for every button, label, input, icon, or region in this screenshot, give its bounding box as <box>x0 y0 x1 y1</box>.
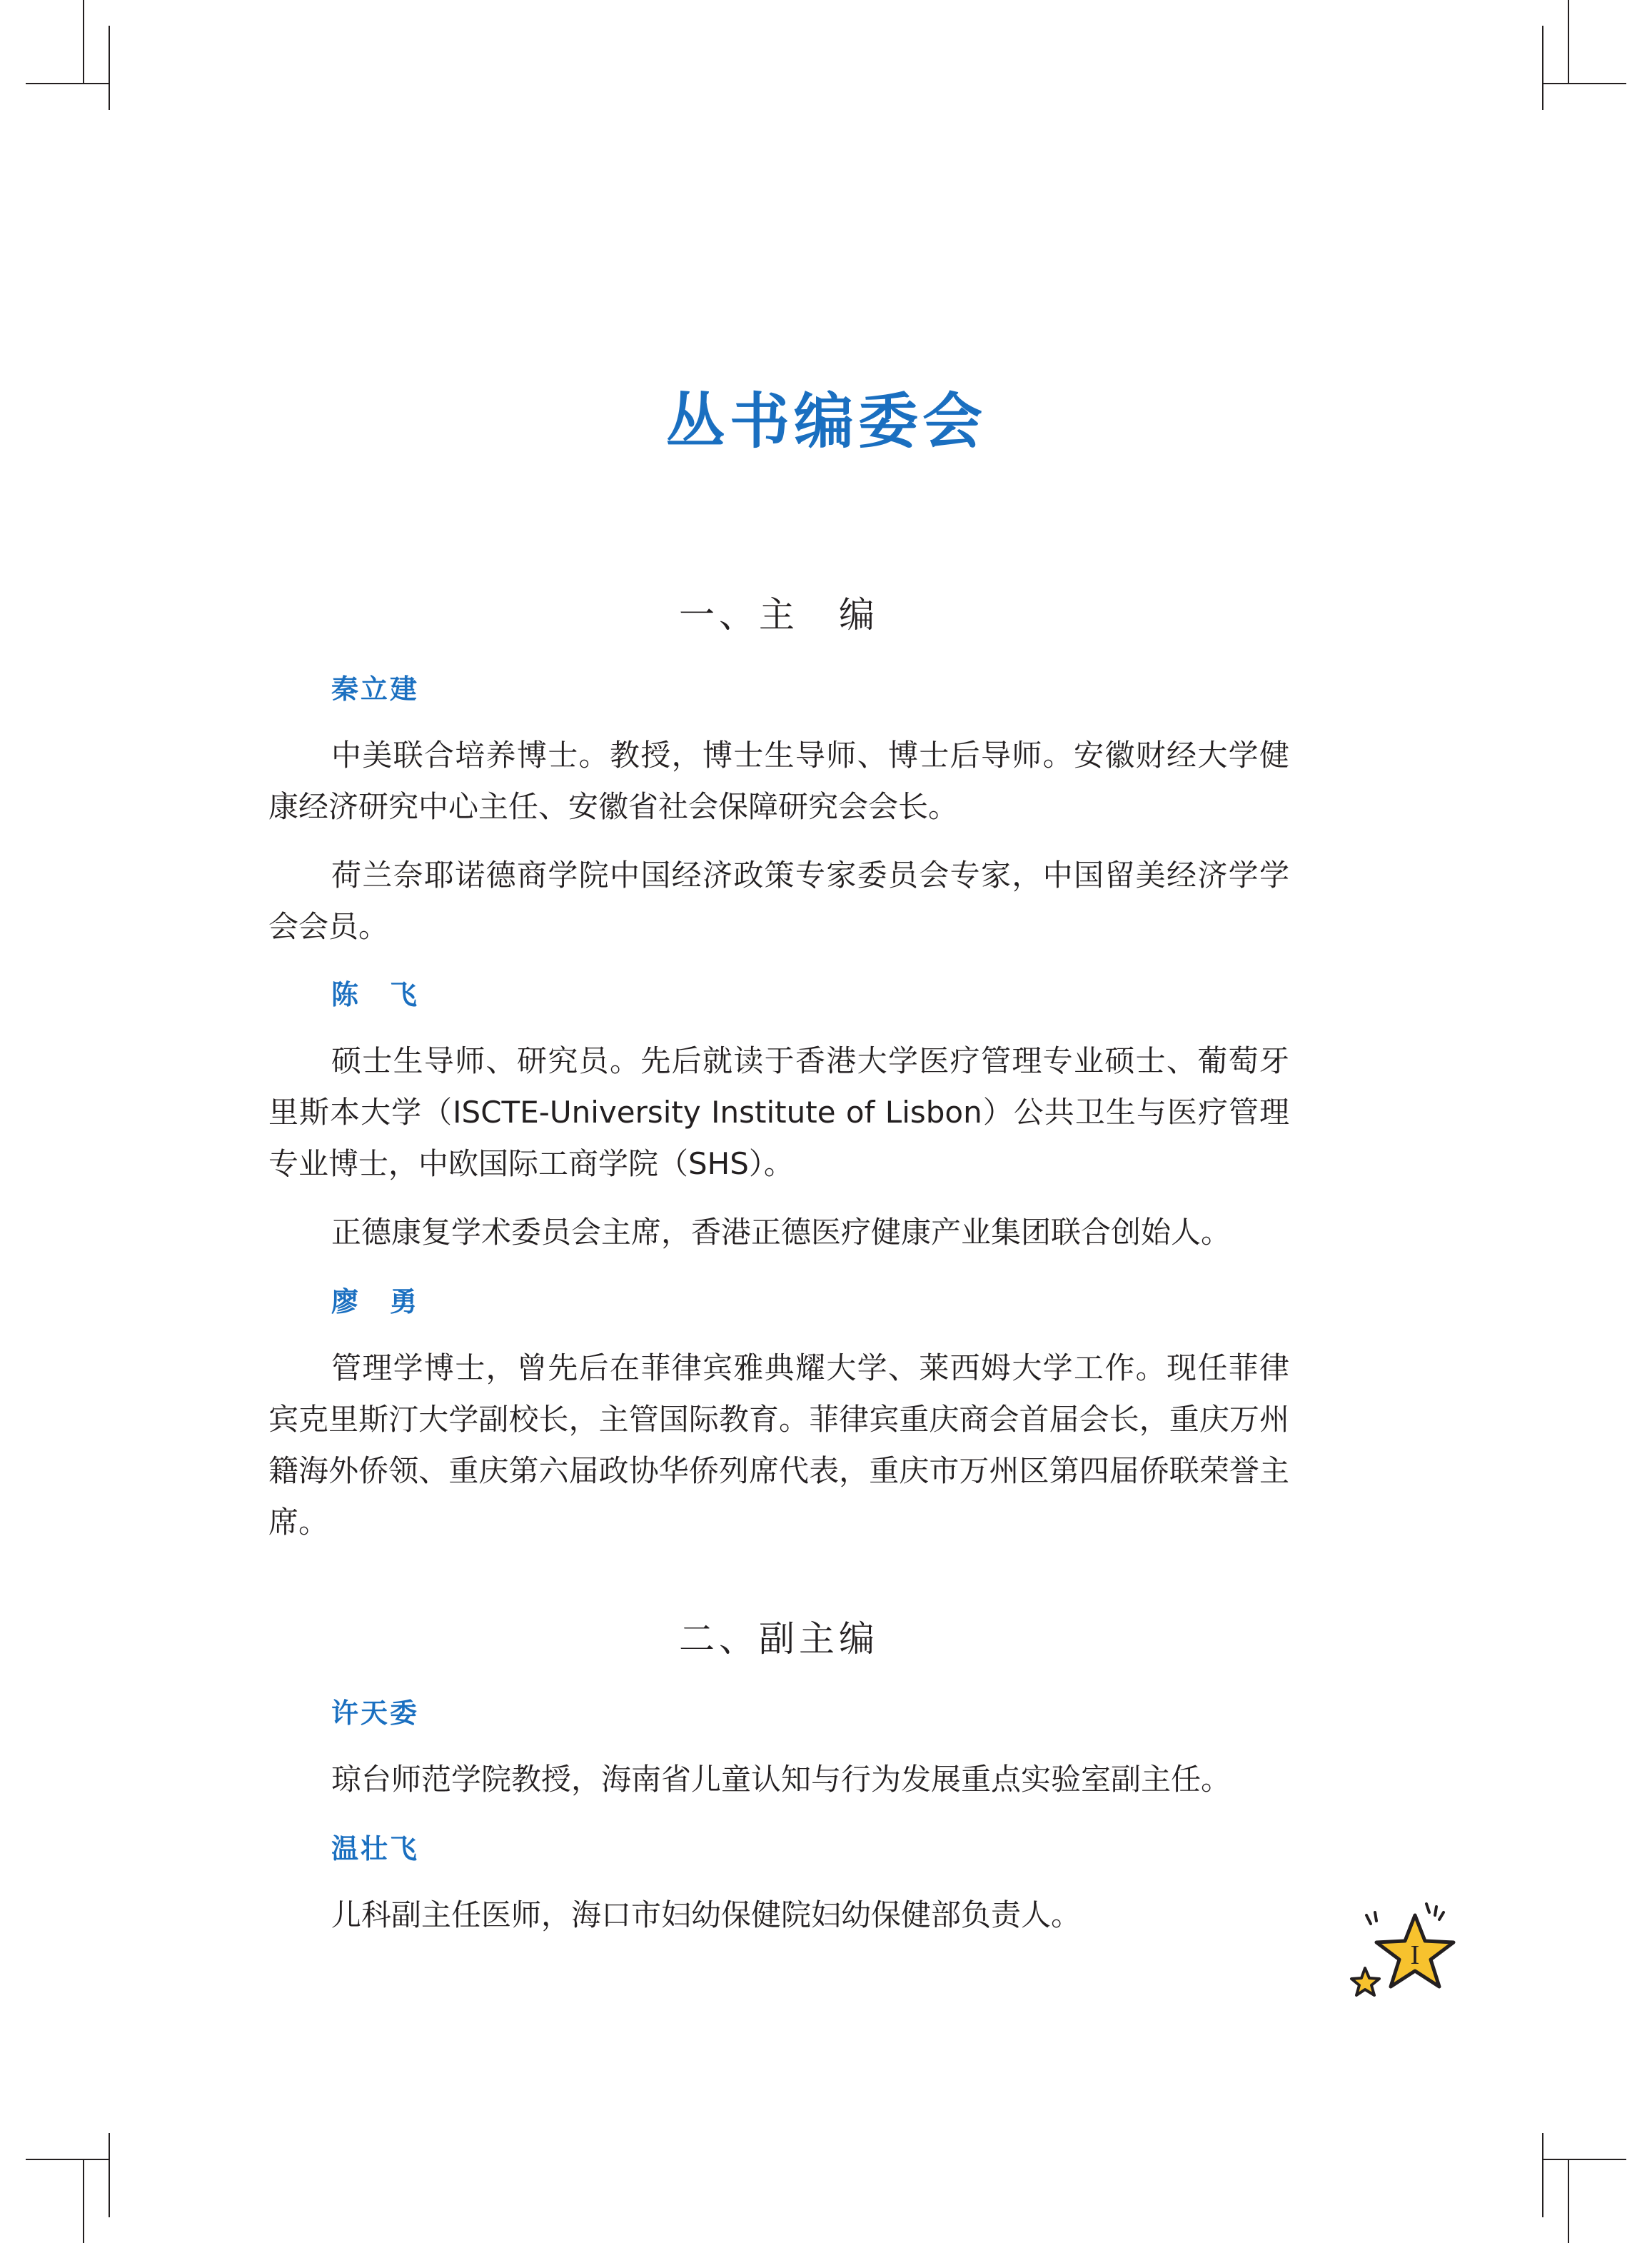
person-name: 秦立建 <box>331 673 420 705</box>
section-heading-deputy-editors: 二、副主编 <box>679 1618 879 1660</box>
bio-paragraph: 硕士生导师、研究员。先后就读于香港大学医疗管理专业硕士、葡萄牙里斯本大学（ISCTE-University Institute of Lisbon）公共卫生与医疗管理专业博士，中欧国际工商学院（SHS）。 <box>268 1043 1289 1181</box>
bio-paragraph: 中美联合培养博士。教授，博士生导师、博士后导师。安徽财经大学健康经济研究中心主任、安徽省社会保障研究会会长。 <box>268 738 1289 824</box>
bio-paragraph: 正德康复学术委员会主席，香港正德医疗健康产业集团联合创始人。 <box>331 1215 1232 1250</box>
bio-paragraph: 儿科副主任医师，海口市妇幼保健院妇幼保健部负责人。 <box>331 1897 1082 1932</box>
bio-paragraph: 荷兰奈耶诺德商学院中国经济政策专家委员会专家，中国留美经济学学会会员。 <box>268 858 1289 944</box>
star-page-number-decoration <box>1349 1900 1464 2007</box>
bio-paragraph: 琼台师范学院教授，海南省儿童认知与行为发展重点实验室副主任。 <box>331 1762 1232 1797</box>
person-name: 廖 勇 <box>331 1286 420 1318</box>
section-heading-chief-editors: 一、主 编 <box>679 594 879 636</box>
person-name: 陈 飞 <box>331 979 420 1010</box>
person-name: 许天委 <box>331 1697 420 1729</box>
person-name: 温壮飞 <box>331 1833 420 1865</box>
page-number: I <box>1410 1940 1420 1970</box>
star-icon <box>1349 1900 1464 2007</box>
bio-paragraph: 管理学博士，曾先后在菲律宾雅典耀大学、莱西姆大学工作。现任菲律宾克里斯汀大学副校长，主管国际教育。菲律宾重庆商会首届会长，重庆万州籍海外侨领、重庆第六届政协华侨列席代表，重庆市万州区第四届侨联荣誉主席。 <box>268 1350 1289 1540</box>
page-title: 丛书编委会 <box>665 386 987 456</box>
